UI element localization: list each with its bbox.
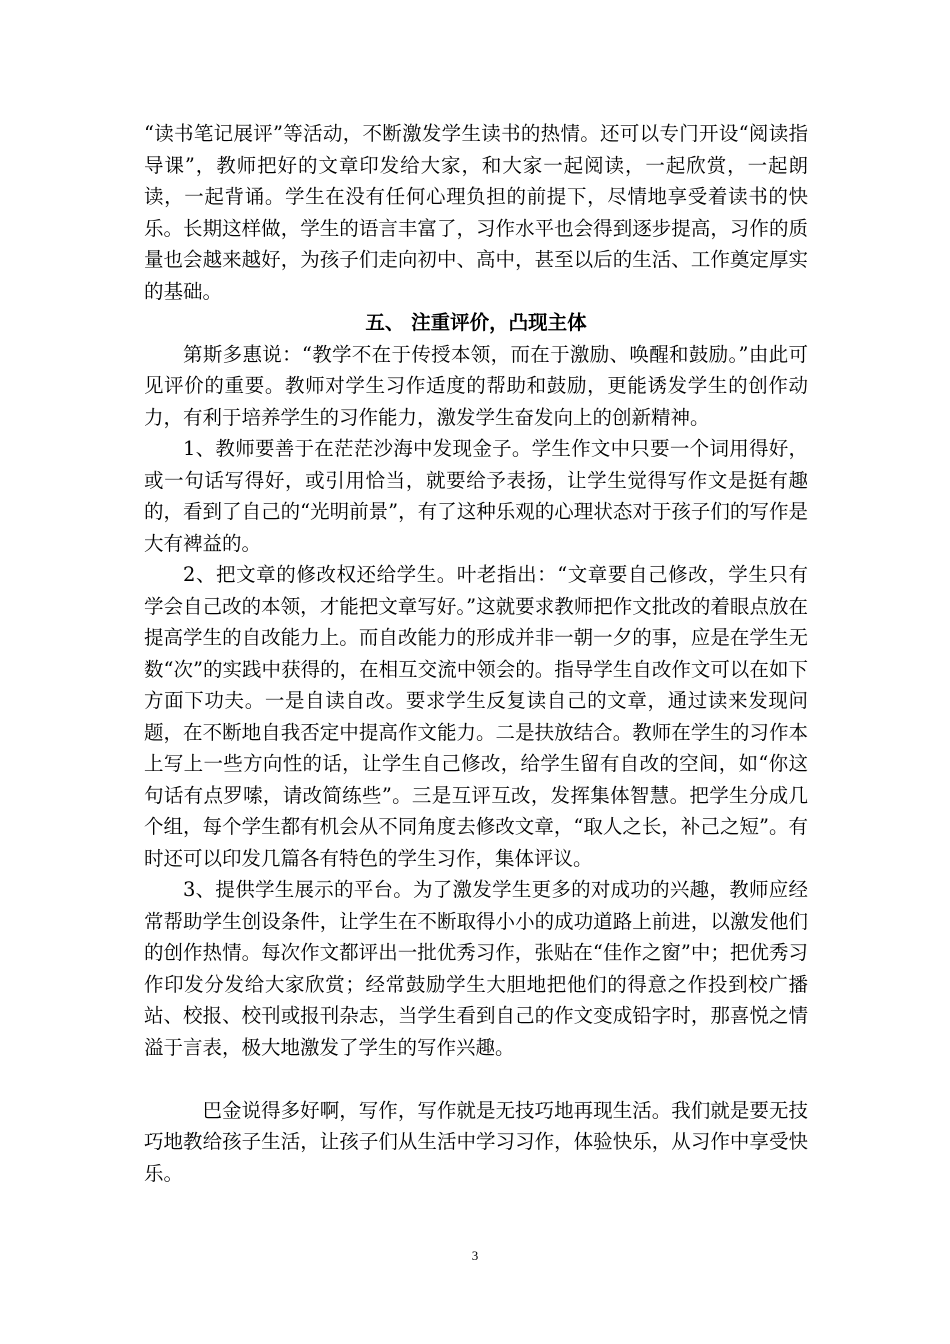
paragraph-closing: 巴金说得多好啊，写作，写作就是无技巧地再现生活。我们就是要无技巧地教给孩子生活，让孩子们从生活中学习习作，体验快乐，从习作中享受快乐。 <box>144 1098 808 1185</box>
paragraph-reading-activities: “读书笔记展评”等活动，不断激发学生读书的热情。还可以专门开设“阅读指导课”，教师把好的文章印发给大家，和大家一起阅读，一起欣赏，一起朗读，一起背诵。学生在没有任何心理负担的前提下，尽情地享受着读书的快乐。长期这样做，学生的语言丰富了，习作水平也会得到逐步提高，习作的质量也会越来越好，为孩子们走向初中、高中，甚至以后的生活、工作奠定厚实的基础。 <box>144 122 808 303</box>
paragraph-point-2: 2、把文章的修改权还给学生。叶老指出：“文章要自己修改，学生只有学会自己改的本领，才能把文章写好。”这就要求教师把作文批改的着眼点放在提高学生的自改能力上。而自改能力的形成并非一朝一夕的事，应是在学生无数“次”的实践中获得的，在相互交流中领会的。指导学生自改作文可以在如下方面下功夫。一是自读自改。要求学生反复读自己的文章，通过读来发现问题，在不断地自我否定中提高作文能力。二是扶放结合。教师在学生的习作本上写上一些方向性的话，让学生自己修改，给学生留有自改的空间，如“你这句话有点罗嗦，请改简练些”。三是互评互改，发挥集体智慧。把学生分成几个组，每个学生都有机会从不同角度去修改文章，“取人之长，补己之短”。有时还可以印发几篇各有特色的学生习作，集体评议。 <box>144 563 808 870</box>
section-heading: 五、 注重评价，凸现主体 <box>365 311 587 334</box>
paragraph-spacer <box>144 1063 808 1095</box>
page-number: 3 <box>471 1248 479 1263</box>
paragraph-point-1: 1、教师要善于在茫茫沙海中发现金子。学生作文中只要一个词用得好，或一句话写得好，或引用恰当，就要给予表扬，让学生觉得写作文是挺有趣的，看到了自己的“光明前景”，有了这种乐观的心理状态对于孩子们的写作是大有裨益的。 <box>144 437 808 555</box>
paragraph-point-3: 3、提供学生展示的平台。为了激发学生更多的对成功的兴趣，教师应经常帮助学生创设条件，让学生在不断取得小小的成功道路上前进，以激发他们的创作热情。每次作文都评出一批优秀习作，张贴在“佳作之窗”中；把优秀习作印发分发给大家欣赏；经常鼓励学生大胆地把他们的得意之作投到校广播站、校报、校刊或报刊杂志，当学生看到自己的作文变成铅字时，那喜悦之情溢于言表，极大地激发了学生的写作兴趣。 <box>144 878 808 1059</box>
document-body <box>144 118 808 1189</box>
paragraph-diesterweg-quote: 第斯多惠说：“教学不在于传授本领，而在于激励、唤醒和鼓励。”由此可见评价的重要。教师对学生习作适度的帮助和鼓励，更能诱发学生的创作动力，有利于培养学生的习作能力，激发学生奋发向上的创新精神。 <box>144 342 808 429</box>
